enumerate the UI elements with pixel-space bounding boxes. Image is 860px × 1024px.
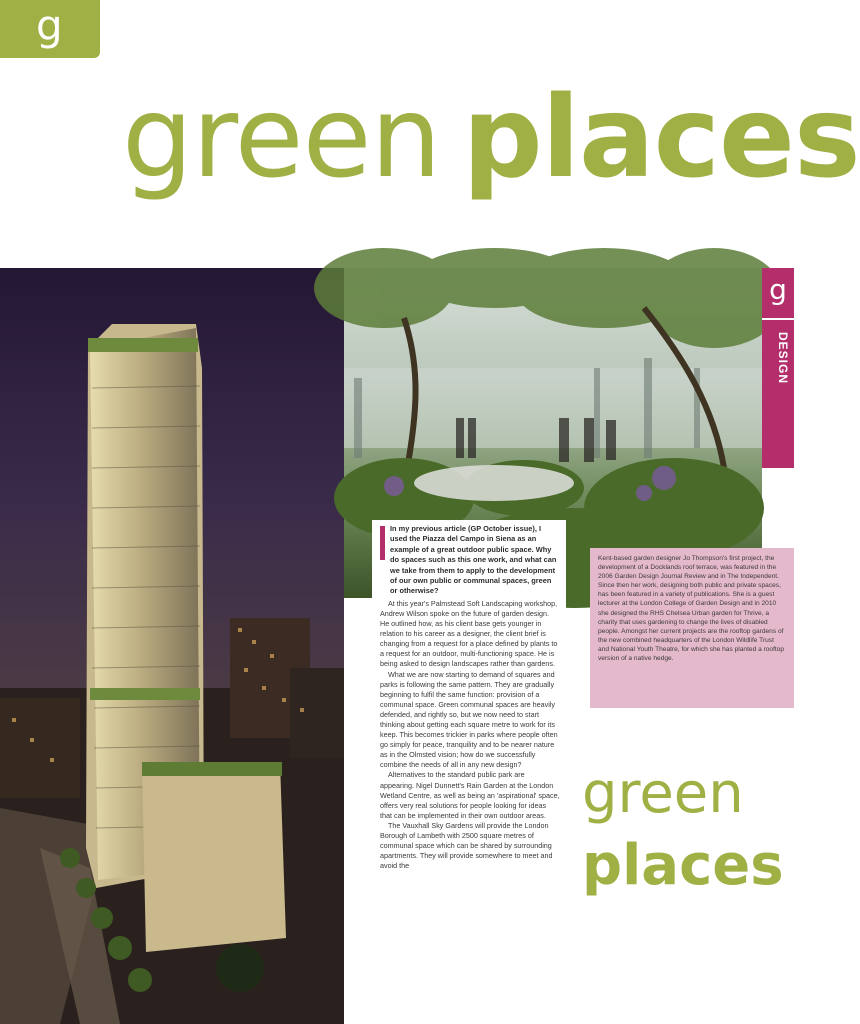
repeat-title-line2: places: [582, 833, 784, 898]
side-tab-logo: g: [769, 273, 787, 306]
repeat-title: [582, 758, 794, 928]
section-logo: g: [0, 0, 100, 58]
side-tab-label: DESIGN: [776, 332, 790, 385]
page-title: [122, 73, 860, 208]
article-intro: [380, 524, 560, 597]
page-title-word2: places: [462, 73, 860, 203]
article-paragraph: What we are now starting to demand of squares and parks is following the same pattern. They are gradually beginning to fulfil the same function: provision of a communal space. Green communal spaces are heavily defended, and rightly so, but we now need to start thinking about getting each square metre to work for its keep. This becomes trickier in parks where people often go simply for peace, tranquility and to be nearer nature as in the Olmsted vision; how do we successfully combine the needs of all in any new design?: [380, 669, 558, 770]
page-title-word1: green: [122, 73, 441, 203]
article-body: [372, 520, 566, 1024]
article-paragraph: The Vauxhall Sky Gardens will provide the London Borough of Lambeth with 2500 square metres of communal space which can be shared by surrounding apartments. They will provide somewhere to meet and avoid the: [380, 820, 553, 871]
article-paragraph: Alternatives to the standard public park are appearing. Nigel Dunnett's Rain Garden at the London Wetland Centre, as well as being an 'aspirational' space, offers very real solutions for people looking for ideas that can be implemented in their own outdoor areas.: [380, 770, 560, 820]
side-tab-divider: [762, 318, 794, 320]
article-paragraph: At this year's Palmstead Soft Landscaping workshop, Andrew Wilson spoke on the future of garden design. He outlined how, as his client base gets younger in relation to his career as a designer, the client brief is changing from a request for a place defined by plants to a request for an outdoor, multi-functioning space. He is being asked to design landscapes rather than gardens.: [380, 598, 558, 669]
section-side-tab: [762, 268, 794, 468]
tower-photo: [0, 268, 344, 1024]
article-intro-text: In my previous article (GP October issue), I used the Piazza del Campo in Siena as an example of a great outdoor public space. Why do spaces such as this one work, and what can we take from them to apply to the development of our own public or communal spaces, green or otherwise?: [390, 524, 557, 596]
designer-bio-caption: Kent-based garden designer Jo Thompson's first project, the development of a Docklands roof terrace, was featured in the 2006 Garden Design Journal Review and in The Independent. Since then her work, designing both public and private spaces, has been featured in a variety of publications. She is a guest lecturer at the London College of Garden Design and in 2010 she designed the RHS Chelsea Urban garden for Thrive, a charity that uses gardening to change the lives of disabled people. Amongst her current projects are the rooftop gardens of the new combined headquarters of the London Wildlife Trust and National Youth Theatre, for which she has planted a rooftop version of a native hedge.: [590, 548, 794, 708]
repeat-title-line1: green: [582, 761, 744, 826]
dropcap-bar: [380, 526, 385, 560]
